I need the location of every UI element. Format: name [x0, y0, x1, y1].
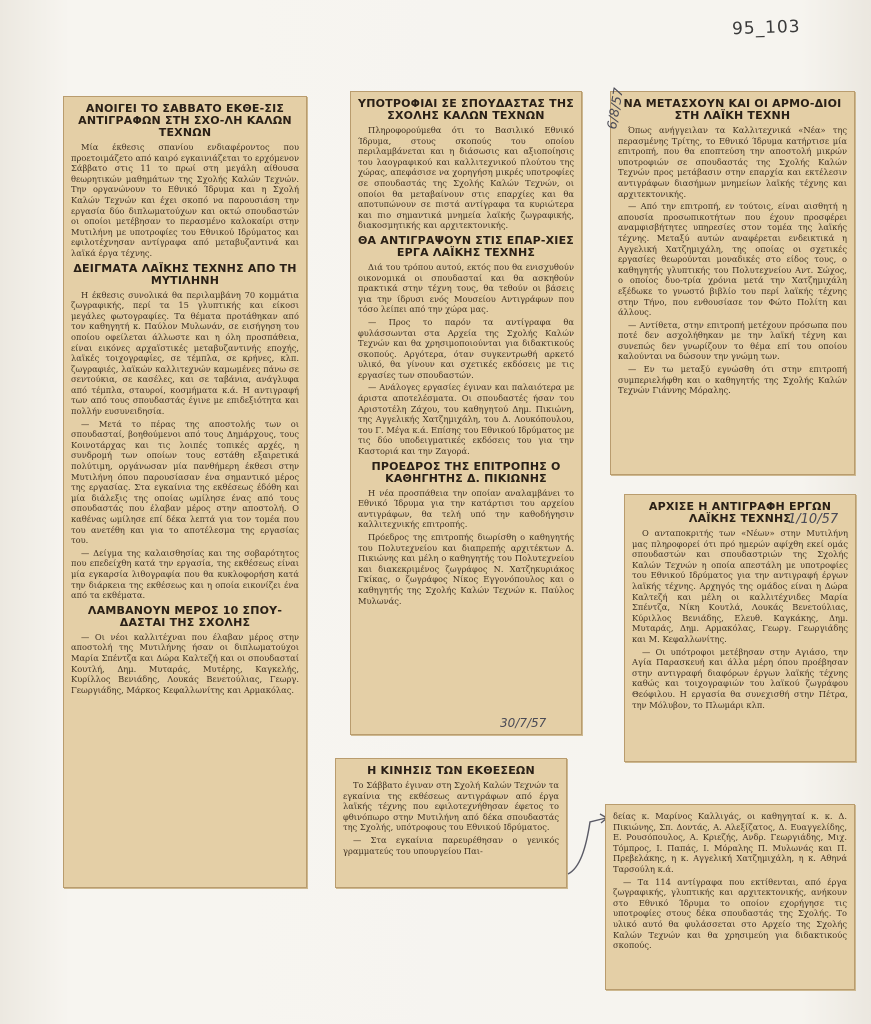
clipping-scholarships	[350, 91, 582, 735]
clipping-paragraph: — Ανάλογες εργασίες έγιναν και παλαιότερα με άριστα αποτελέσματα. Οι σπουδαστές ήσαν του Αριστοτέλη Ζάχου, του καθηγητού Δημ. Πικιώνη, της Αγγελικής Χατζημιχάλη, του Δ. Λουκόπουλου, του Γ. Μέγα κ.ά. Επίσης του Εθνικού Ιδρύματος με τις δύο υποδειγματικές εκδόσεις του για την Καστοριά και την Ζαγορά.	[358, 382, 574, 457]
clipping-paragraph: Διά του τρόπου αυτού, εκτός που θα ενισχυθούν οικονομικά οι σπουδασταί και θα ασκηθούν πρακτικά στην τέχνη τους, θα τεθούν οι βάσεις για την ίδρυσι ενός Μουσείου Αντιγράφων που τόσο λείπει από την χώρα μας.	[358, 261, 574, 315]
clipping-paragraph: δείας κ. Μαρίνος Καλλιγάς, οι καθηγηταί κ. κ. Δ. Πικιώνης, Σπ. Δοντάς, Α. Αλεξίζατος, Δ. Ευαγγελίδης, Ε. Ρουσόπουλος, Α. Κριεζής, Ανδρ. Γεωργιάδης, Μιχ. Τόμπρος, Ι. Παπάς, Ι. Μόραλης Π. Μυλωνάς και Π. Πρεβελάκης, η κ. Αγγελική Χατζημιχάλη, η κ. Αθηνά Ταρσούλη κ.ά.	[613, 811, 847, 874]
clipping-paragraph: — Από την επιτροπή, εν τούτοις, είναι αισθητή η απουσία προσωπικοτήτων που έχουν προσφέρει αναμφισβήτητες υπηρεσίες στον τομέα της λαϊκής τέχνης. Μεταξύ αυτών αναφέρεται ενδεικτικά η Αγγελική Χατζημιχάλη, της οποίας οι σχετικές εργασίες θεωρούνται μοναδικές στο είδος τους, ο καθηγητής γλυπτικής του Πολυτεχνείου Αντ. Σώχος, ο οποίος δυο-τρία χρόνια μετά την Χατζημιχάλη εξέδωκε το γνωστό βιβλίο του περί λαϊκής τέχνης στην Τήνο, που ενθουσίασε τον Φώτο Πολίτη και άλλους.	[618, 201, 847, 318]
clipping-paragraph: Πληροφορούμεθα ότι το Βασιλικό Εθνικό Ίδρυμα, στους σκοπούς του οποίου περιλαμβάνεται και η διάσωσις και αξιοποίησις του λαογραφικού και καλλιτεχνικού πλούτου της χώρας, απεφάσισε να χορηγήση μικρές υποτροφίες σε σπουδαστάς της Σχολής Καλών Τεχνών, οι οποίοι θα μεταβαίνουν στις επαρχίες και θα αποτυπώνουν σε πιστά αντίγραφα τα κυριώτερα και πιο σημαντικά μνημεία λαϊκής ζωγραφικής, διακοσμητικής και αρχιτεκτονικής.	[358, 125, 574, 231]
clipping-subtitle: ΛΑΜΒΑΝΟΥΝ ΜΕΡΟΣ 10 ΣΠΟΥ-ΔΑΣΤΑΙ ΤΗΣ ΣΧΟΛΗΣ	[87, 603, 283, 629]
clipping-continuation	[605, 804, 855, 990]
clipping-paragraph: Πρόεδρος της επιτροπής διωρίσθη ο καθηγητής του Πολυτεχνείου και διαπρεπής αρχιτέκτων Δ. Πικιώνης και μέλη ο καθηγητής του Πολυτεχνείου και διακεκριμένος ζωγράφος Ν. Χατζηκυριάκος Γκίκας, ο ζωγράφος Νίκος Εγγονόπουλος και ο καθηγητής της Σχολής Καλών Τεχνών κ. Παύλος Μυλωνάς.	[358, 532, 574, 606]
clipping-subtitle: ΘΑ ΑΝΤΙΓΡΑΨΟΥΝ ΣΤΙΣ ΕΠΑΡ-ΧΙΕΣ ΕΡΓΑ ΛΑΪΚΗΣ ΤΕΧΝΗΣ	[358, 233, 575, 259]
page-number: 95_103	[731, 16, 801, 40]
clipping-title: ΥΠΟΤΡΟΦΙΑΙ ΣΕ ΣΠΟΥΔΑΣΤΑΣ ΤΗΣ ΣΧΟΛΗΣ ΚΑΛΩΝ ΤΕΧΝΩΝ	[358, 97, 574, 122]
handwritten-date: 30/7/57	[500, 716, 547, 730]
clipping-exhibitions	[335, 758, 567, 888]
clipping-title: ΑΡΧΙΣΕ Η ΑΝΤΙΓΡΑΦΗ ΕΡΓΩΝ ΛΑΪΚΗΣ ΤΕΧΝΗΣ	[648, 500, 832, 525]
clipping-paragraph: — Αντίθετα, στην επιτροπή μετέχουν πρόσωπα που ποτέ δεν ασχολήθηκαν με την λαϊκή τέχνη και συνεπώς δεν γνωρίζουν το θέμα επί του οποίου καλούνται να δώσουν την γνώμη των.	[618, 319, 847, 362]
clipping-paragraph: Η νέα προσπάθεια την οποίαν αναλαμβάνει το Εθνικό Ίδρυμα για την κατάρτισι του αρχείου αντιγράφων, θα τελή υπό την καθοδήγησιν καλλιτεχνικής επιτροπής.	[358, 487, 574, 530]
clipping-paragraph: — Εν τω μεταξύ εγνώσθη ότι στην επιτροπή συμπεριελήφθη και ο καθηγητής της Σχολής Καλών Τεχνών Γιάννης Μόραλης.	[618, 364, 847, 396]
clipping-paragraph: — Οι νέοι καλλιτέχναι που έλαβαν μέρος στην αποστολή της Μυτιλήνης ήσαν οι διπλωματούχοι Μαρία Σπέντζα και Δώρα Καλτεζή και οι σπουδασταί Κουτλή, Δημ. Μυταράς, Μυτέρης, Καγκελής, Κυρίλλος Βενιάδης, Λουκάς Βενετούλιας, Γεωργ. Γεωργιάδης, Μάρκος Κεφαλλωνίτης και Αρμακόλας.	[71, 631, 299, 695]
clipping-school-exhibition	[63, 96, 307, 888]
clipping-copying-started	[624, 494, 856, 762]
clipping-subtitle: ΔΕΙΓΜΑΤΑ ΛΑΪΚΗΣ ΤΕΧΝΗΣ ΑΠΟ ΤΗ ΜΥΤΙΛΗΝΗ	[73, 261, 297, 287]
clipping-paragraph: — Προς το παρόν τα αντίγραφα θα φυλάσσωνται στα Αρχεία της Σχολής Καλών Τεχνών και θα χρησιμοποιούνται για διδακτικούς σκοπούς. Αργότερα, όταν συγκεντρωθή αρκετό υλικό, θα γίνουν και σχετικές εκδόσεις με τις εργασίες των σπουδαστών.	[358, 316, 574, 380]
clipping-paragraph: — Μετά το πέρας της αποστολής των οι σπουδασταί, βοηθούμενοι από τους Δημάρχους, τους Κοινοτάρχας και τις λοιπές τοπικές αρχές, η συνδρομή των οποίων τους εστάθη εξαιρετικά πολύτιμη, οργάνωσαν μία πανθήμερη έκθεσι στην Μυτιλήνη όπου παρουσίασαν ένα σημαντικό μέρος της εργασίας. Στα εγκαίνια της εκθέσεως έδόθη και μία διάλεξις της οποίας ωμίλησε ένας από τους σπουδαστάς που έλαβαν μέρος στην αποστολή. Ο καθένας ωμίλησε επί δέκα λεπτά για τον τομέα που του ανετέθη και για το αποτέλεσμα της εργασίας του.	[71, 418, 299, 546]
clipping-paragraph: Μία έκθεσις σπανίου ενδιαφέροντος που προετοιμάζετο από καιρό εγκαινιάζεται το ερχόμενον Σάββατο στις 11 το πρωί στη μεγάλη αίθουσα θεωρητικών μαθημάτων της Σχολής Καλών Τεχνών. Την οργανώνουν το Εθνικό Ίδρυμα και η Σχολή Καλών Τεχνών και έχει σκοπό να παρουσιάση την εργασία δύο διπλωματούχων και οκτώ σπουδαστών οι οποίοι μετέβησαν το περασμένο καλοκαίρι στην Μυτιλήνη με υποτροφίες του Εθνικού Ιδρύματος και εφιλοτέχνησαν αντίγραφα από μεταβυζαντινά και λαϊκά έργα τέχνης.	[71, 142, 299, 258]
clipping-title: Η ΚΙΝΗΣΙΣ ΤΩΝ ΕΚΘΕΣΕΩΝ	[367, 764, 535, 777]
continuation-arrow	[566, 808, 610, 880]
clipping-paragraph: — Στα εγκαίνια παρευρέθησαν ο γενικός γραμματεύς του υπουργείου Παι-	[343, 834, 559, 856]
clipping-subtitle: ΠΡΟΕΔΡΟΣ ΤΗΣ ΕΠΙΤΡΟΠΗΣ Ο ΚΑΘΗΓΗΤΗΣ Δ. ΠΙΚΙΩΝΗΣ	[371, 459, 561, 485]
clipping-paragraph: — Τα 114 αντίγραφα που εκτίθενται, από έργα ζωγραφικής, γλυπτικής και αρχιτεκτονικής, ανήκουν στο Εθνικό Ίδρυμα το οποίον εχορήγησε τις υποτροφίες στους δέκα σπουδαστάς της Σχολής. Το υλικό αυτό θα φυλάσσεται στο Αρχείο της Σχολής Καλών Τεχνών και θα χρησιμεύη για διδακτικούς σκοπούς.	[613, 876, 847, 951]
clipping-title: ΑΝΟΙΓΕΙ ΤΟ ΣΑΒΒΑΤΟ ΕΚΘΕ-ΣΙΣ ΑΝΤΙΓΡΑΦΩΝ ΣΤΗ ΣΧΟ-ΛΗ ΚΑΛΩΝ ΤΕΧΝΩΝ	[78, 102, 292, 139]
clipping-title: ΝΑ ΜΕΤΑΣΧΟΥΝ ΚΑΙ ΟΙ ΑΡΜΟ-ΔΙΟΙ ΣΤΗ ΛΑΪΚΗ ΤΕΧΝΗ	[623, 97, 842, 122]
clipping-paragraph: Ο ανταποκριτής των «Νέων» στην Μυτιλήνη μας πληροφορεί ότι πρό ημερών αφίχθη εκεί ομάς σπουδαστών και σπουδαστριών της Σχολής Καλών Τεχνών η οποία απεστάλη με υποτροφίες του Εθνικού Ιδρύματος για την αντιγραφή έργων λαϊκής τέχνης. Αρχηγός της ομάδος είναι η Δώρα Καλτεζή και μέλη οι καλλιτέχνιδες Μαρία Σπέντζα, Νίκη Κουτλά, Λουκάς Βενετούλιας, Κύριλλος Βενιάδης, Ελευθ. Καγκάκης, Δημ. Μυταράς, Δημ. Αρμακόλας, Γεωργ. Γεωργιάδης και Μ. Κεφαλλωνίτης.	[632, 528, 848, 644]
handwritten-date: 6/8/57	[605, 86, 628, 131]
clipping-paragraph: — Οι υπότροφοι μετέβησαν στην Αγιάσο, την Αγία Παρασκευή και άλλα μέρη όπου προέβησαν στην αντιγραφή διαφόρων έργων λαϊκής τέχνης καθώς και τοιχογραφιών του λαϊκού ζωγράφου Θεόφιλου. Η εργασία θα συνεχισθή στην Πέτρα, την Μόλυβον, το Πλωμάρι κλπ.	[632, 646, 848, 710]
handwritten-date: 1/10/57	[788, 512, 839, 527]
clipping-paragraph: Το Σάββατο έγιναν στη Σχολή Καλών Τεχνών τα εγκαίνια της εκθέσεως αντιγράφων από έργα λαϊκής τέχνης που εφιλοτεχνήθησαν έφετος το φθινόπωρο στην Μυτιλήνη από δέκα σπουδαστάς της Σχολής, υπότροφους του Εθνικού Ιδρύματος.	[343, 780, 559, 833]
clipping-committee	[610, 91, 855, 475]
clipping-paragraph: Η έκθεσις συνολικά θα περιλαμβάνη 70 κομμάτια ζωγραφικής, περί τα 15 γλυπτικής και είκοσι μεγάλες φωτογραφίες. Τα θέματα προτάθηκαν από τον καθηγητή κ. Παύλον Μυλωνάν, σε εισήγηση του οποίου οφείλεται άλλωστε και η όλη προσπάθεια, είναι εικόνες αρχαϊστικές μεταβυζαντινής εποχής, λαϊκές τοιχογραφίες, σε τέμπλα, σε κρήνες, κλπ. ζωγραφιές, λαϊκών καλλιτεχνών καμωμένες πάνω σε σεντούκια, σε κασέλες, και σε ταβάνια, ανάγλυφα από τέμπλα, σταυροί, κοσμήματα κ.ά. Η αντιγραφή των από τους σπουδαστάς έγινε με επιδεξιότητα και πολλήν ευσυνειδησία.	[71, 289, 299, 417]
clipping-paragraph: — Δείγμα της καλαισθησίας και της σοβαρότητος που επεδείχθη κατά την εργασία, της εκθέσεως είναι μία εγκαρσία λιθογραφία που θα κυκλοφορήση κατά την διάρκεια της εκθέσεως και η οποία εικονίζει ένα από τα εκθέματα.	[71, 547, 299, 601]
clipping-paragraph: Όπως ανήγγειλαν τα Καλλιτεχνικά «Νέα» της περασμένης Τρίτης, το Εθνικό Ίδρυμα κατήρτισε μία επιτροπή, που θα εποπτεύση την αποστολή μικρών υποτροφιών σε σπουδαστάς της Σχολής Καλών Τεχνών προς μετάβασιν στην επαρχία και εκτέλεσιν αντιγράφων διασήμων μνημείων λαϊκής τέχνης και αρχιτεκτονικής.	[618, 125, 847, 199]
